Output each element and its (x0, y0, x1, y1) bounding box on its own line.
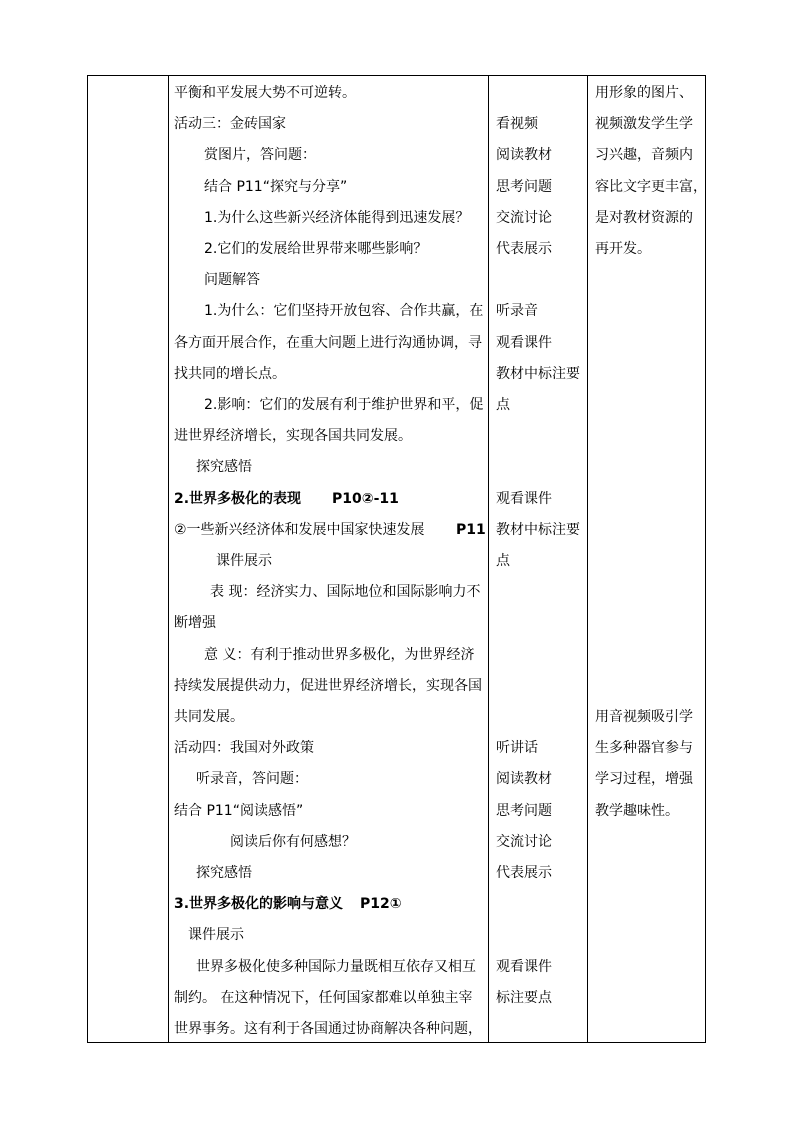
page-reference: P12① (360, 896, 402, 912)
student-activity-line: 思考问题 (496, 803, 552, 819)
content-line: 平衡和平发展大势不可逆转。 (174, 85, 356, 101)
design-intent-line: 容比文字更丰富， (595, 179, 707, 195)
answer-line: 2.影响：它们的发展有利于维护世界和平，促 (204, 397, 484, 413)
content-line: 赏图片，答问题： (204, 147, 316, 163)
content-line: 课件展示 (188, 927, 244, 943)
content-line: 课件展示 (216, 553, 272, 569)
student-activity-line: 代表展示 (496, 865, 552, 881)
student-activity-line: 点 (496, 397, 510, 413)
content-line: 世界多极化使多种国际力量既相互依存又相互 (196, 959, 476, 975)
answer-line: 进世界经济增长，实现各国共同发展。 (174, 428, 412, 444)
content-line: 共同发展。 (174, 709, 244, 725)
content-line: ②一些新兴经济体和发展中国家快速发展 (174, 522, 425, 538)
student-activity-line: 观看课件 (496, 491, 552, 507)
lesson-plan-table (87, 75, 706, 1043)
content-line: 问题解答 (204, 272, 260, 288)
content-line: 意 义：有利于推动世界多极化，为世界经济 (204, 647, 475, 663)
design-intent-line: 习兴趣，音频内 (595, 147, 693, 163)
content-line: 探究感悟 (196, 459, 252, 475)
student-activity-line: 阅读教材 (496, 147, 552, 163)
design-intent-line: 视频激发学生学 (595, 116, 693, 132)
student-activity-line: 交流讨论 (496, 834, 552, 850)
content-line: 世界事务。这有利于各国通过协商解决各种问题， (174, 1021, 482, 1037)
design-intent-line: 用形象的图片、 (595, 85, 693, 101)
answer-line: 找共同的增长点。 (174, 366, 286, 382)
design-intent-line: 用音视频吸引学 (595, 709, 693, 725)
student-activity-line: 教材中标注要 (496, 522, 580, 538)
student-activity-line: 听录音 (496, 303, 538, 319)
column-divider (488, 76, 489, 1042)
student-activity-line: 阅读教材 (496, 771, 552, 787)
column-divider (168, 76, 169, 1042)
student-activity-line: 交流讨论 (496, 210, 552, 226)
activity-heading: 活动三：金砖国家 (174, 116, 286, 132)
content-line: 制约。 在这种情况下，任何国家都难以单独主宰 (174, 990, 473, 1006)
design-intent-line: 生多种器官参与 (595, 740, 693, 756)
content-line: 结合 P11“阅读感悟” (174, 803, 304, 819)
page-reference: P11 (456, 522, 486, 538)
content-line: 结合 P11“探究与分享” (204, 179, 348, 195)
student-activity-line: 思考问题 (496, 179, 552, 195)
answer-line: 各方面开展合作，在重大问题上进行沟通协调，寻 (174, 335, 482, 351)
student-activity-line: 教材中标注要 (496, 366, 580, 382)
content-line: 表 现：经济实力、国际地位和国际影响力不 (210, 584, 481, 600)
design-intent-line: 教学趣味性。 (595, 803, 679, 819)
student-activity-line: 点 (496, 553, 510, 569)
answer-line: 1.为什么：它们坚持开放包容、合作共赢，在 (204, 303, 484, 319)
question-line: 1.为什么这些新兴经济体能得到迅速发展？ (204, 210, 470, 226)
question-line: 2.它们的发展给世界带来哪些影响？ (204, 241, 428, 257)
design-intent-line: 再开发。 (595, 241, 651, 257)
question-line: 阅读后你有何感想？ (230, 834, 356, 850)
content-line: 探究感悟 (196, 865, 252, 881)
content-line: 听录音，答问题： (196, 771, 308, 787)
section-heading: 2.世界多极化的表现 (174, 491, 302, 507)
student-activity-line: 代表展示 (496, 241, 552, 257)
section-heading: 3.世界多极化的影响与意义 (174, 896, 344, 912)
student-activity-line: 标注要点 (496, 990, 552, 1006)
design-intent-line: 是对教材资源的 (595, 210, 693, 226)
content-line: 持续发展提供动力，促进世界经济增长，实现各国 (174, 678, 482, 694)
student-activity-line: 观看课件 (496, 959, 552, 975)
student-activity-line: 听讲话 (496, 740, 538, 756)
content-line: 断增强 (174, 615, 216, 631)
column-divider (587, 76, 588, 1042)
student-activity-line: 看视频 (496, 116, 538, 132)
activity-heading: 活动四：我国对外政策 (174, 740, 314, 756)
design-intent-line: 学习过程，增强 (595, 771, 693, 787)
student-activity-line: 观看课件 (496, 335, 552, 351)
page-reference: P10②-11 (332, 491, 399, 507)
